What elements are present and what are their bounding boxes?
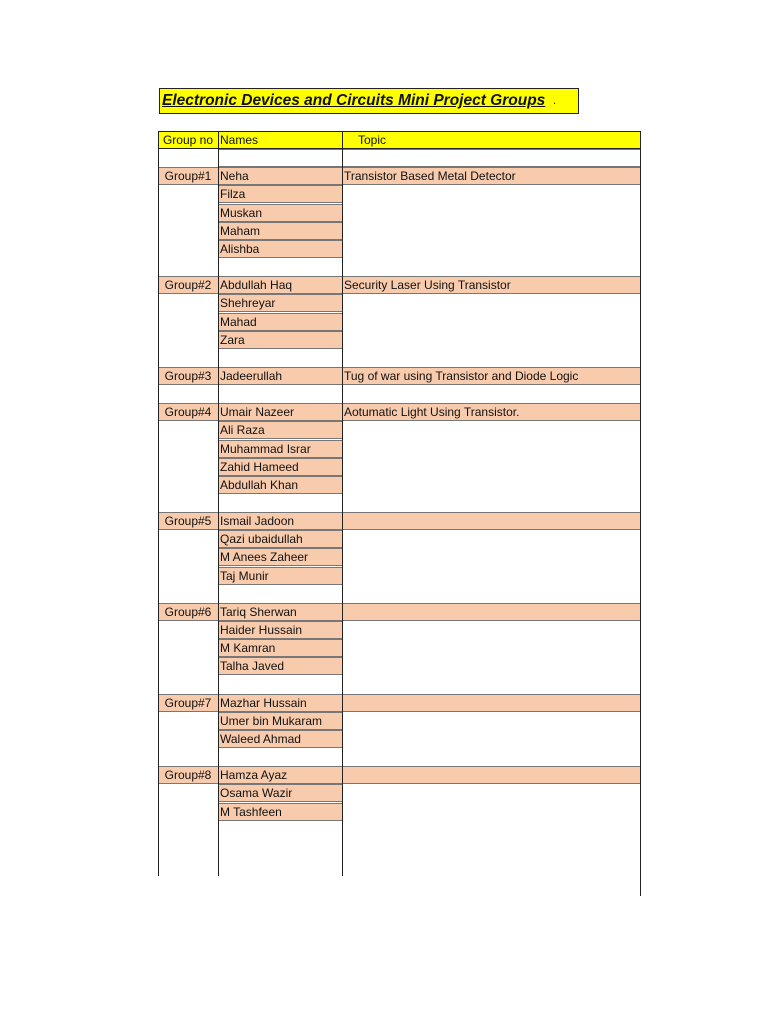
table-row	[158, 621, 641, 639]
group-topic	[342, 766, 641, 784]
member-name: Abdullah Haq	[218, 276, 342, 294]
table-row	[158, 331, 641, 349]
group-topic	[342, 512, 641, 530]
member-name: Ali Raza	[218, 421, 342, 439]
table-row	[158, 185, 641, 203]
member-name: Taj Munir	[218, 567, 342, 585]
table-row	[158, 512, 641, 530]
table-row	[158, 603, 641, 621]
header-names: Names	[218, 131, 342, 149]
member-name: Osama Wazir	[218, 784, 342, 802]
grid-line	[640, 131, 641, 896]
table-row	[158, 204, 641, 222]
table-row	[158, 367, 641, 385]
member-name: Alishba	[218, 240, 342, 258]
blank-name-cell	[218, 149, 342, 167]
member-name: Jadeerullah	[218, 367, 342, 385]
table-row	[158, 458, 641, 476]
member-name: Zahid Hameed	[218, 458, 342, 476]
member-name: Zara	[218, 331, 342, 349]
member-name: Shehreyar	[218, 294, 342, 312]
group-id: Group#6	[158, 603, 218, 621]
member-name: Umer bin Mukaram	[218, 712, 342, 730]
group-topic: Tug of war using Transistor and Diode Logic	[342, 367, 641, 385]
table-header-row	[158, 131, 641, 149]
group-topic: Security Laser Using Transistor	[342, 276, 641, 294]
group-id: Group#7	[158, 694, 218, 712]
table-row	[158, 421, 641, 439]
blank-row	[158, 149, 641, 167]
member-name: M Anees Zaheer	[218, 548, 342, 566]
table-row	[158, 784, 641, 802]
table-row	[158, 712, 641, 730]
member-name: Talha Javed	[218, 657, 342, 675]
member-name: Waleed Ahmad	[218, 730, 342, 748]
member-name: Tariq Sherwan	[218, 603, 342, 621]
header-group-no: Group no	[158, 131, 218, 149]
group-id: Group#8	[158, 766, 218, 784]
table-row	[158, 313, 641, 331]
member-name: Umair Nazeer	[218, 403, 342, 421]
table-row	[158, 766, 641, 784]
table-row	[158, 294, 641, 312]
group-topic	[342, 603, 641, 621]
group-id: Group#2	[158, 276, 218, 294]
member-name: Muskan	[218, 204, 342, 222]
group-topic	[342, 694, 641, 712]
group-topic: Transistor Based Metal Detector	[342, 167, 641, 185]
table-row	[158, 476, 641, 494]
member-name: M Tashfeen	[218, 803, 342, 821]
table-row	[158, 657, 641, 675]
member-name: Qazi ubaidullah	[218, 530, 342, 548]
table-row	[158, 730, 641, 748]
header-topic: Topic	[342, 131, 641, 149]
group-id: Group#3	[158, 367, 218, 385]
sheet-title: Electronic Devices and Circuits Mini Project Groups	[162, 92, 546, 109]
grid-line	[218, 131, 219, 876]
group-topic: Aotumatic Light Using Transistor.	[342, 403, 641, 421]
member-name: Abdullah Khan	[218, 476, 342, 494]
group-id: Group#5	[158, 512, 218, 530]
table-row	[158, 440, 641, 458]
table-row	[158, 803, 641, 821]
table-row	[158, 276, 641, 294]
blank-topic-cell	[342, 149, 641, 167]
member-name: Muhammad Israr	[218, 440, 342, 458]
table-row	[158, 548, 641, 566]
member-name: Neha	[218, 167, 342, 185]
table-row	[158, 639, 641, 657]
grid-line	[342, 131, 343, 876]
member-name: Mahad	[218, 313, 342, 331]
table-row	[158, 240, 641, 258]
title-suffix: .	[553, 95, 557, 107]
member-name: Hamza Ayaz	[218, 766, 342, 784]
member-name: Filza	[218, 185, 342, 203]
table-row	[158, 694, 641, 712]
table-row	[158, 567, 641, 585]
member-name: Haider Hussain	[218, 621, 342, 639]
member-name: M Kamran	[218, 639, 342, 657]
table-row	[158, 530, 641, 548]
member-name: Ismail Jadoon	[218, 512, 342, 530]
group-id: Group#1	[158, 167, 218, 185]
table-row	[158, 403, 641, 421]
table-row	[158, 167, 641, 185]
sheet-title-box	[159, 88, 579, 114]
group-table	[158, 131, 641, 896]
grid-line	[158, 131, 159, 876]
table-row	[158, 222, 641, 240]
member-name: Mazhar Hussain	[218, 694, 342, 712]
member-name: Maham	[218, 222, 342, 240]
group-id: Group#4	[158, 403, 218, 421]
